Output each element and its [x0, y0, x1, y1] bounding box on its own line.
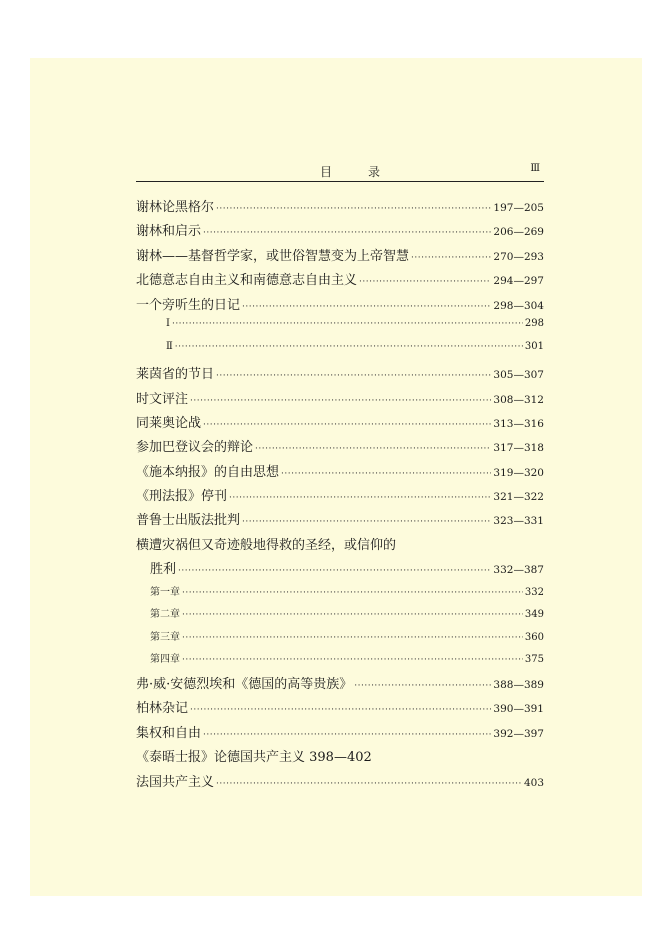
- toc-entry-pages: 392—397: [493, 727, 544, 740]
- toc-entry: [136, 436, 544, 460]
- toc-entry: [136, 269, 544, 293]
- toc-entry-title: 时文评注: [136, 391, 189, 407]
- dot-leader: [190, 705, 491, 715]
- dot-leader: [203, 420, 491, 430]
- toc-entry-pages: 390—391: [493, 703, 544, 716]
- toc-entry-pages: 298: [524, 317, 544, 329]
- toc-entry: [136, 220, 544, 244]
- dot-leader: [182, 588, 523, 598]
- toc-entry-pages: 375: [524, 654, 544, 666]
- header-page-number: Ⅲ: [530, 163, 540, 174]
- toc-entry: [136, 294, 544, 318]
- dot-leader: [411, 253, 491, 263]
- toc-entry-pages: 294—297: [493, 275, 544, 288]
- toc-entry-title: 莱茵省的节日: [136, 367, 215, 383]
- toc-entry-title: 第一章: [150, 586, 180, 598]
- toc-entry-title: 谢林和启示: [136, 224, 202, 240]
- dot-leader: [216, 204, 491, 214]
- toc-entry-pages: 206—269: [493, 226, 544, 239]
- dot-leader: [229, 493, 491, 503]
- toc-entry-continuation: [136, 558, 544, 582]
- toc-entry-pages: 301: [524, 340, 544, 352]
- toc-subentry: [136, 318, 544, 341]
- toc-entry-title: 胜利: [150, 562, 177, 578]
- dot-leader: [216, 779, 522, 789]
- toc-entry-title: 参加巴登议会的辩论: [136, 440, 254, 456]
- toc-entry-pages: 332—387: [493, 564, 544, 577]
- toc-entry-pages: 305—307: [493, 369, 544, 382]
- dot-leader: [178, 566, 491, 576]
- toc-entry-title: 一个旁听生的日记: [136, 297, 241, 313]
- toc-entry-pages: 313—316: [493, 417, 544, 430]
- toc-entry-title: Ⅱ: [166, 340, 173, 352]
- toc-entry-pages: 349: [524, 609, 544, 621]
- toc-entry: [136, 697, 544, 721]
- toc-entry-title: 谢林——基督哲学家，或世俗智慧变为上帝智慧: [136, 248, 410, 264]
- toc-entry-pages: 308—312: [493, 393, 544, 406]
- toc-entry-pages: 270—293: [493, 250, 544, 263]
- dot-leader: [359, 277, 491, 287]
- toc-subentry: [136, 341, 544, 364]
- toc-entry-pages: 360: [524, 631, 544, 643]
- toc-entry-title: Ⅰ: [166, 317, 170, 329]
- dot-leader: [182, 610, 523, 620]
- dot-leader: [242, 517, 491, 527]
- toc-entry-pages: 403: [523, 776, 544, 789]
- header-title: 目 录: [320, 165, 381, 179]
- dot-leader: [175, 342, 523, 352]
- dot-leader: [216, 371, 491, 381]
- dot-leader: [203, 228, 491, 238]
- toc-entry-title: 北德意志自由主义和南德意志自由主义: [136, 273, 358, 289]
- dot-leader: [242, 302, 491, 312]
- toc-entry: [136, 412, 544, 436]
- dot-leader: [172, 319, 523, 329]
- toc-entry-pages: 332: [524, 586, 544, 598]
- dot-leader: [190, 396, 491, 406]
- dot-leader: [182, 655, 523, 665]
- toc-entry: [136, 534, 544, 558]
- dot-leader: [182, 633, 523, 643]
- toc-entry-title: 《刑法报》停刊: [136, 489, 228, 505]
- toc-entry-pages: 298—304: [493, 299, 544, 312]
- toc-entry-title: 柏林杂记: [136, 701, 189, 717]
- toc-entry-title: 同莱奥论战: [136, 415, 202, 431]
- toc-entry-title: 《泰晤士报》论德国共产主义 398—402: [136, 750, 372, 766]
- toc-entry-title: 《施本纳报》的自由思想: [136, 464, 280, 480]
- toc-entry: [136, 196, 544, 220]
- toc-entry: [136, 771, 544, 795]
- toc-entry: [136, 509, 544, 533]
- toc-entry: [136, 722, 544, 746]
- toc-entry: [136, 485, 544, 509]
- toc-entry: [136, 746, 544, 770]
- toc-entry-title: 谢林论黑格尔: [136, 200, 215, 215]
- toc-entry: [136, 461, 544, 485]
- toc-entry: [136, 388, 544, 412]
- toc-entry: [136, 245, 544, 269]
- toc-subentry: [136, 628, 544, 651]
- dot-leader: [281, 469, 491, 479]
- dot-leader: [255, 444, 491, 454]
- toc-entry: [136, 673, 544, 697]
- toc-entry-title: 普鲁士出版法批判: [136, 513, 241, 529]
- toc-entry-pages: 317—318: [493, 442, 544, 455]
- toc-entry-pages: 388—389: [493, 679, 544, 692]
- toc-subentry: [136, 583, 544, 606]
- dot-leader: [203, 730, 491, 740]
- toc-entry: [136, 363, 544, 387]
- toc-entry-title: 法国共产主义: [136, 774, 215, 790]
- toc-entry-pages: 319—320: [493, 466, 544, 479]
- toc-entry-pages: 321—322: [493, 491, 544, 504]
- toc-entry-title: 弗·威·安德烈埃和《德国的高等贵族》: [136, 677, 353, 693]
- toc-entry-title: 第二章: [150, 609, 180, 621]
- toc-entry-title: 横遭灾祸但又奇迹般地得救的圣经，或信仰的: [136, 537, 397, 553]
- dot-leader: [354, 681, 491, 691]
- toc-entry-pages: 197—205: [493, 202, 544, 214]
- toc-subentry: [136, 605, 544, 628]
- page-header: [136, 163, 544, 182]
- toc-entry-title: 集权和自由: [136, 725, 202, 741]
- toc-subentry: [136, 650, 544, 673]
- toc-entry-title: 第四章: [150, 654, 180, 666]
- table-of-contents: [136, 196, 544, 795]
- toc-entry-pages: 323—331: [493, 515, 544, 528]
- toc-entry-title: 第三章: [150, 631, 180, 643]
